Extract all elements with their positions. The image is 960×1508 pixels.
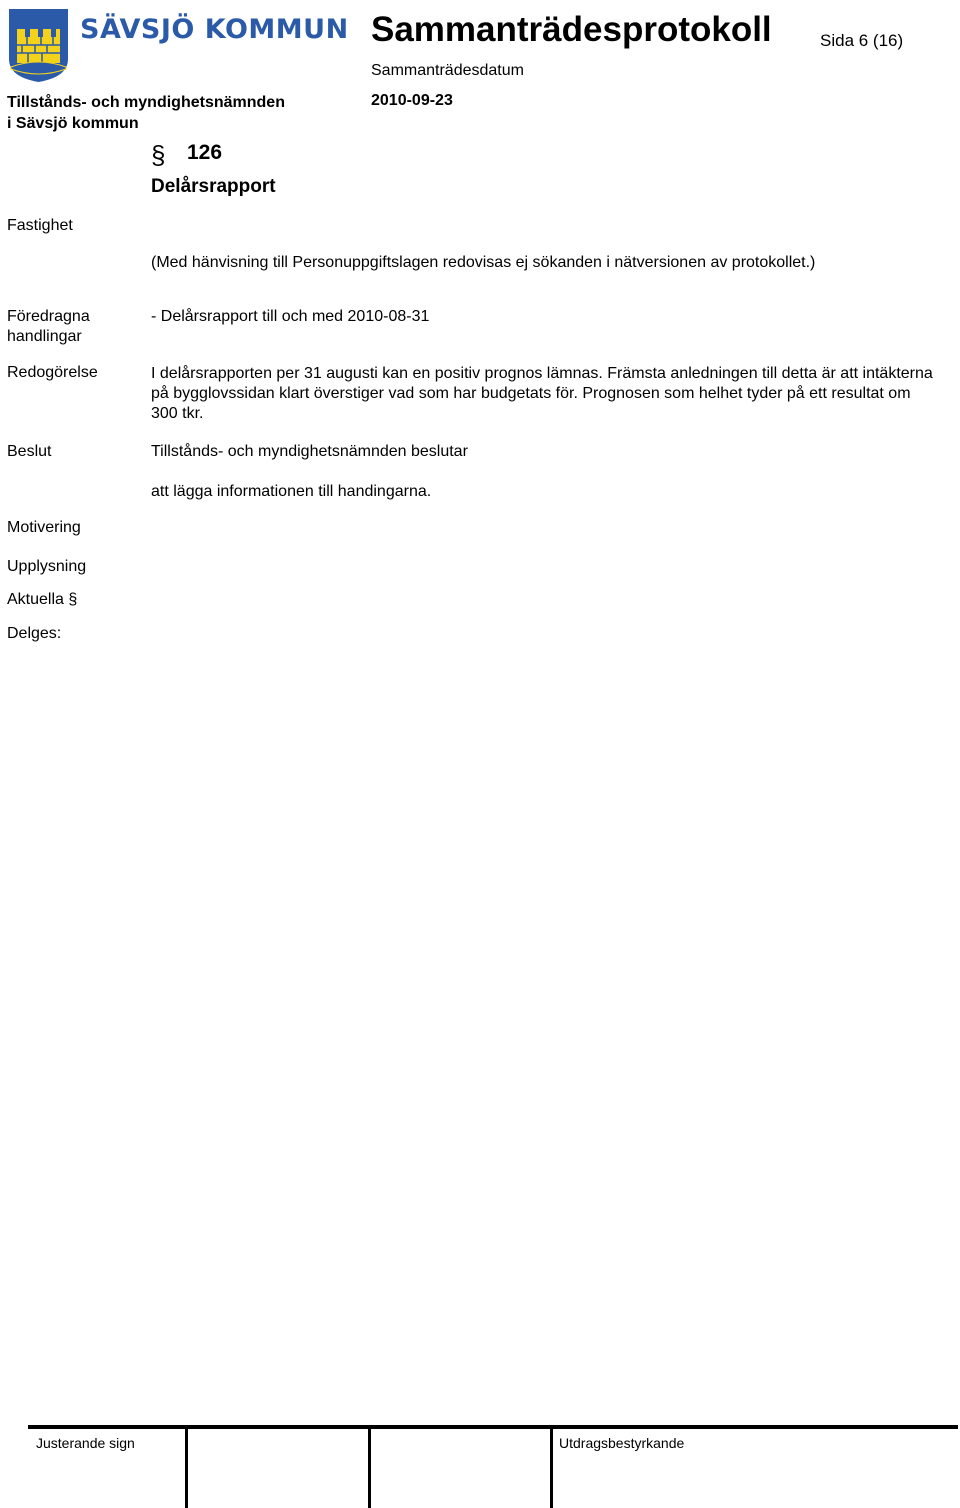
label-foredragna-line-2: handlingar <box>7 328 82 345</box>
label-motivering: Motivering <box>7 519 81 536</box>
committee-name-line-2: i Sävsjö kommun <box>7 115 139 132</box>
footer-column-separator <box>550 1429 553 1508</box>
fastighet-text: (Med hänvisning till Personuppgiftslagen redovisas ej sökanden i nätversionen av protokollet.) <box>151 254 816 271</box>
redogorelse-text: I delårsrapporten per 31 augusti kan en positiv prognos lämnas. Främsta anledningen till detta är att intäkterna på bygglovssidan klart överstiger vad som har budgetats för. Prognosen som helhet tyder på ett resultat om 300 tkr. <box>151 365 933 422</box>
footer-utdragsbestyrkande: Utdragsbestyrkande <box>559 1435 685 1451</box>
footer-divider <box>28 1425 958 1429</box>
paragraph-sign: § <box>151 140 166 170</box>
foredragna-handlingar-text: - Delårsrapport till och med 2010-08-31 <box>151 308 430 325</box>
paragraph-title: Delårsrapport <box>151 176 276 197</box>
meeting-date: 2010-09-23 <box>371 92 453 109</box>
label-beslut: Beslut <box>7 443 52 460</box>
meeting-date-label: Sammanträdesdatum <box>371 62 524 79</box>
paragraph-number: 126 <box>187 141 223 164</box>
footer-justerande-sign: Justerande sign <box>36 1435 135 1451</box>
beslut-text-line-2: att lägga informationen till handingarna. <box>151 483 432 500</box>
logo-wordmark: SÄVSJÖ KOMMUN <box>80 14 349 45</box>
footer-column-separator <box>368 1429 371 1508</box>
footer-column-separator <box>185 1429 188 1508</box>
label-redogorelse: Redogörelse <box>7 364 98 381</box>
beslut-text-line-1: Tillstånds- och myndighetsnämnden beslutar <box>151 443 468 460</box>
label-upplysning: Upplysning <box>7 558 87 575</box>
municipality-logo-shield-icon <box>7 7 70 83</box>
document-title: Sammanträdesprotokoll <box>371 10 772 49</box>
committee-name <box>7 92 285 134</box>
label-fastighet: Fastighet <box>7 217 73 234</box>
label-aktuella-paragrafer: Aktuella § <box>7 591 78 608</box>
label-delges: Delges: <box>7 625 62 642</box>
label-foredragna-line-1: Föredragna <box>7 308 90 325</box>
committee-name-line-1: Tillstånds- och myndighetsnämnden <box>7 94 285 111</box>
page-number: Sida 6 (16) <box>820 31 904 50</box>
label-foredragna-handlingar <box>7 307 90 347</box>
